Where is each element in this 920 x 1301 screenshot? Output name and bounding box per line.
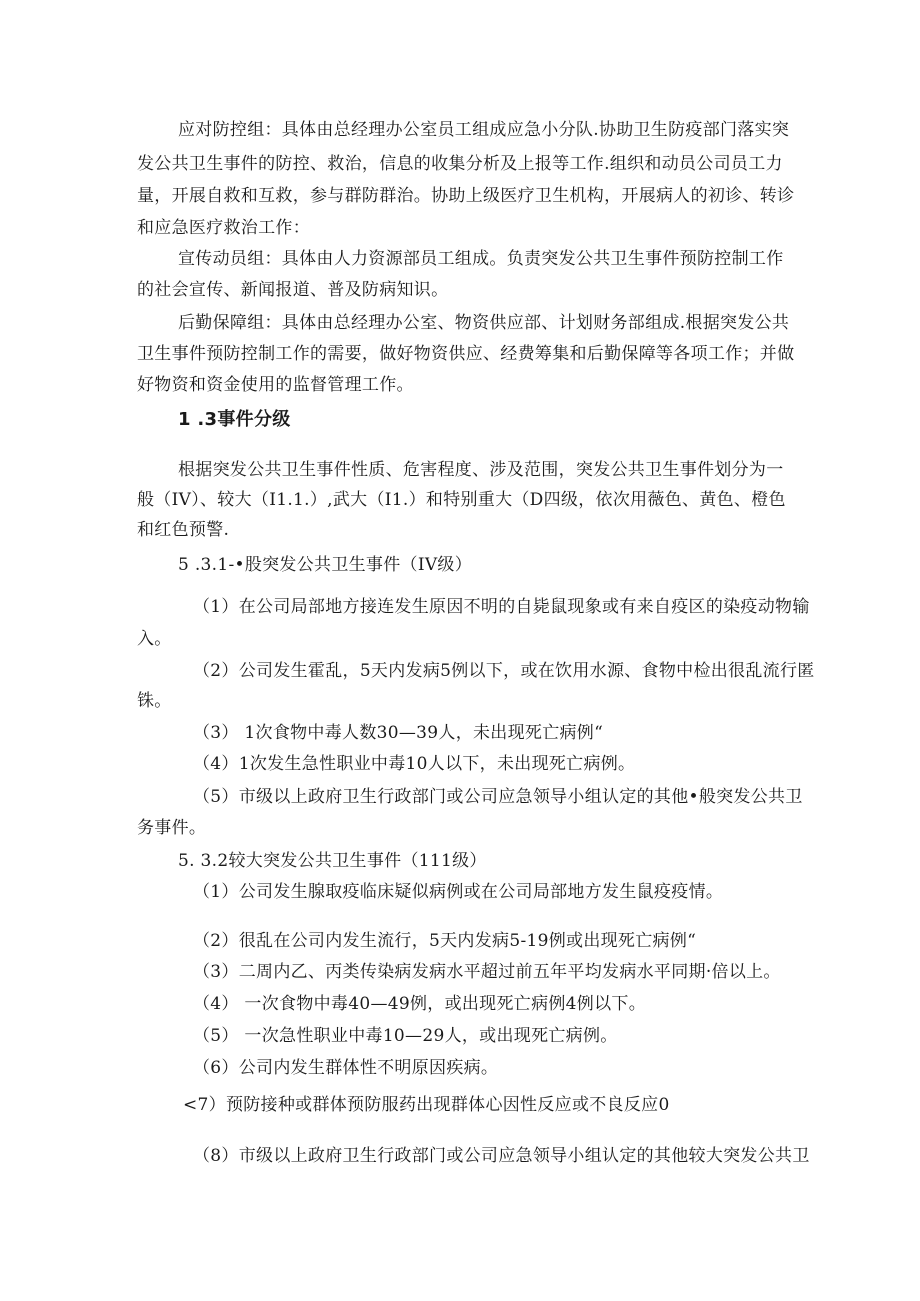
text-line: 发公共卫生事件的防控、救治，信息的收集分析及上报等工作.组织和动员公司员工力: [137, 154, 783, 174]
text-line: 好物资和资金使用的监督管理工作。: [137, 375, 414, 395]
list-item: （3） 1次食物中毒人数30—39人，未出现死亡病例“: [193, 723, 604, 743]
text-line: 根据突发公共卫生事件性质、危害程度、涉及范围，突发公共卫生事件划分为一: [178, 460, 784, 480]
text-line: 后勤保障组：具体由总经理办公室、物资供应部、计划财务部组成.根据突发公共: [178, 313, 790, 333]
list-item: （4） 一次食物中毒40—49例，或出现死亡病例4例以下。: [193, 994, 646, 1014]
list-item: （1）在公司局部地方接连发生原因不明的自毙鼠现象或有来自疫区的染疫动物输: [193, 597, 810, 617]
text-line: 务事件。: [137, 818, 207, 838]
text-line: 般（IV）、较大（I1.1.）,武大（I1.）和特别重大（D四级，依次用薇色、黄色、橙色: [137, 490, 786, 510]
text-line: 入。: [137, 629, 172, 649]
text-line: 应对防控组：具体由总经理办公室员工组成应急小分队.协助卫生防疫部门落实突: [178, 120, 790, 140]
list-item: （1）公司发生腺取疫临床疑似病例或在公司局部地方发生鼠疫疫情。: [193, 882, 724, 902]
text-line: 量，开展自救和互救，参与群防群治。协助上级医疗卫生机构，开展病人的初诊、转诊: [137, 186, 795, 206]
text-line: 宣传动员组：具体由人力资源部员工组成。负责突发公共卫生事件预防控制工作: [178, 249, 784, 269]
text-line: 铢。: [137, 691, 172, 711]
list-item: （2）公司发生霍乱，5天内发病5例以下，或在饮用水源、食物中检出很乱流行匿: [193, 661, 815, 681]
list-item: <7）预防接种或群体预防服药出现群体心因性反应或不良反应0: [183, 1095, 670, 1115]
list-item: （3）二周内乙、丙类传染病发病水平超过前五年平均发病水平同期·倍以上。: [193, 962, 781, 982]
subsection-heading: 5. 3.2较大突发公共卫生事件（111级）: [178, 851, 487, 871]
list-item: （4）1次发生急性职业中毒10人以下，未出现死亡病例。: [193, 754, 636, 774]
text-line: 和红色预警.: [137, 520, 230, 540]
list-item: （2）很乱在公司内发生流行，5天内发病5-19例或出现死亡病例“: [193, 931, 697, 951]
text-line: 卫生事件预防控制工作的需要，做好物资供应、经费筹集和后勤保障等各项工作；并做: [137, 344, 795, 364]
list-item: （5） 一次急性职业中毒10—29人，或出现死亡病例。: [193, 1026, 618, 1046]
list-item: （5）市级以上政府卫生行政部门或公司应急领导小组认定的其他•般突发公共卫: [193, 787, 803, 807]
list-item: （6）公司内发生群体性不明原因疾病。: [193, 1058, 499, 1078]
subsection-heading: 5 .3.1-•股突发公共卫生事件（IV级）: [178, 555, 473, 575]
section-heading: 1 .3事件分级: [178, 409, 291, 430]
list-item: （8）市级以上政府卫生行政部门或公司应急领导小组认定的其他较大突发公共卫: [193, 1146, 810, 1166]
text-line: 的社会宣传、新闻报道、普及防病知识。: [137, 280, 449, 300]
text-line: 和应急医疗救治工作：: [137, 218, 310, 238]
